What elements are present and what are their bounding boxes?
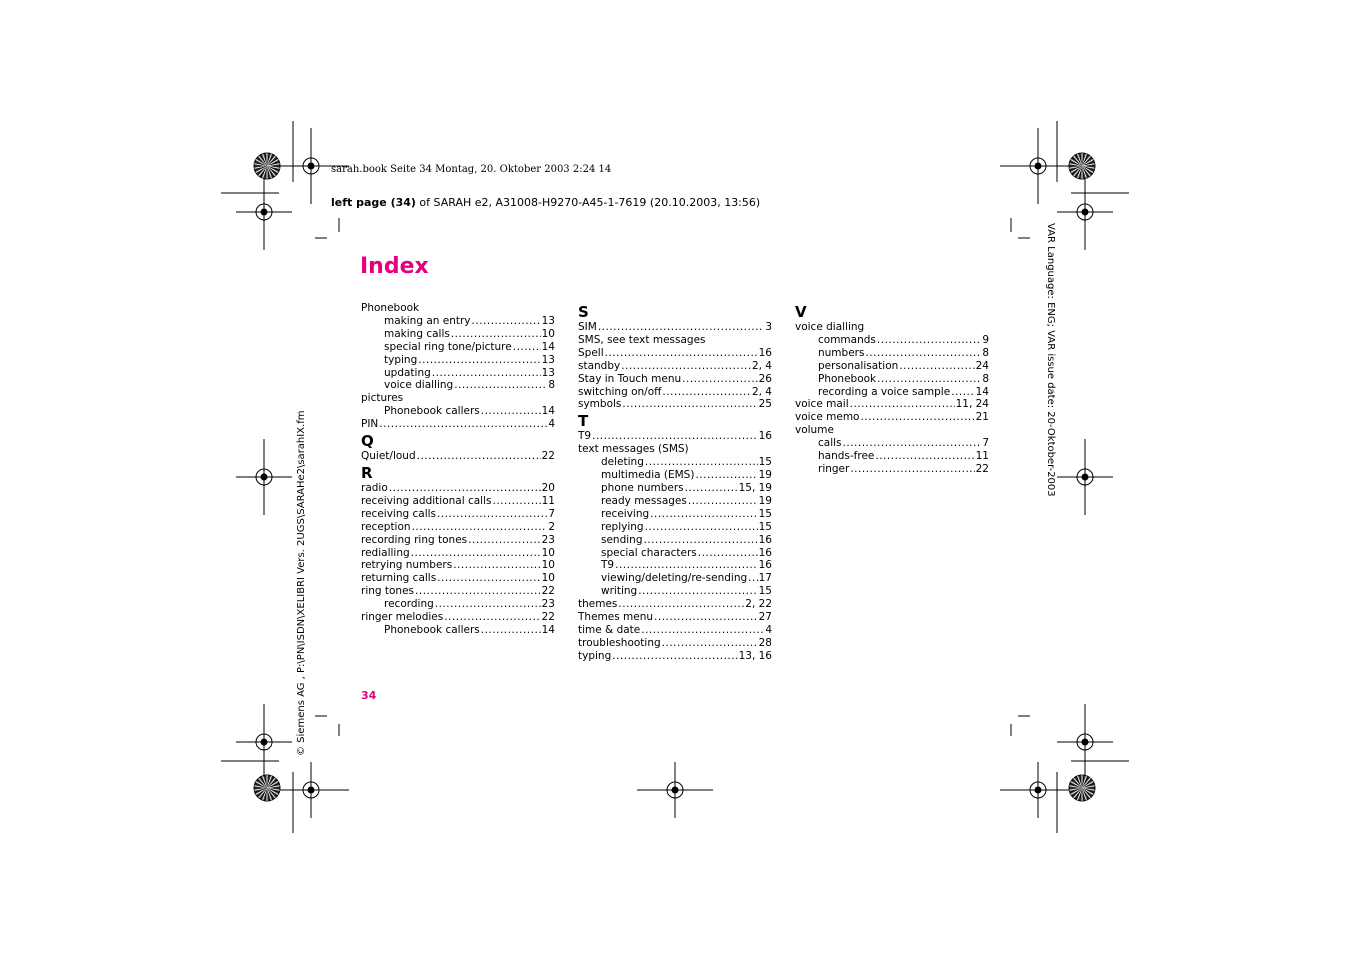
- index-entry: [361, 450, 555, 463]
- index-subentry: [795, 437, 989, 450]
- index-entry-page: 2, 22: [745, 598, 772, 611]
- index-entry-page: 14: [975, 385, 989, 398]
- page-title: Index: [360, 254, 429, 279]
- index-entry: [361, 495, 555, 508]
- index-subentry: [578, 585, 772, 598]
- index-letter-heading: V: [795, 303, 807, 321]
- index-entry-term: radio: [361, 481, 388, 494]
- index-entry-term: numbers: [818, 346, 865, 359]
- index-letter-heading: R: [361, 463, 373, 482]
- index-entry-page: 10: [541, 327, 555, 340]
- index-entry-page: 23: [541, 533, 555, 546]
- index-entry: [578, 360, 772, 373]
- index-term: text messages (SMS): [578, 443, 689, 456]
- index-entry: [578, 611, 772, 624]
- dot-leader: [435, 598, 541, 611]
- index-subentry: [361, 379, 555, 392]
- index-letter-heading: Q: [361, 432, 374, 451]
- index-entry-term: typing: [384, 353, 418, 366]
- index-entry-term: special ring tone/picture: [384, 340, 512, 353]
- dot-leader: [612, 650, 737, 663]
- copyright-side-text: © Siemens AG , P:\PN\ISDN\XELIBRI Vers. 2UGS\SARAHe2\sarahIX.fm: [296, 410, 307, 756]
- index-subentry: [578, 495, 772, 508]
- index-subentry: [361, 328, 555, 341]
- dot-leader: [688, 495, 758, 508]
- index-entry: [361, 508, 555, 521]
- index-entry-page: 4: [765, 623, 772, 636]
- index-subentry: [361, 624, 555, 637]
- index-entry-page: 10: [541, 559, 555, 572]
- dot-leader: [748, 572, 757, 585]
- dot-leader: [618, 598, 744, 611]
- index-entry-page: 13: [541, 314, 555, 327]
- index-entry-term: T9: [601, 559, 615, 572]
- index-entry: [578, 398, 772, 411]
- dot-leader: [481, 405, 541, 418]
- index-entry-term: phone numbers: [601, 481, 684, 494]
- dot-leader: [418, 354, 540, 367]
- index-entry-term: writing: [601, 585, 638, 598]
- index-entry-page: 11: [975, 450, 989, 463]
- index-entry-term: symbols: [578, 398, 622, 411]
- index-column-1: [361, 302, 555, 637]
- dot-leader: [621, 360, 751, 373]
- registration-star-target: [1069, 775, 1095, 801]
- dot-leader: [951, 386, 974, 399]
- registration-star-target: [1069, 153, 1095, 179]
- index-entry-page: 16: [758, 546, 772, 559]
- dot-leader: [877, 334, 981, 347]
- index-entry-page: 13: [541, 353, 555, 366]
- index-subentry: [361, 341, 555, 354]
- index-subentry: [578, 572, 772, 585]
- dot-leader: [662, 637, 758, 650]
- index-entry-page: 8: [548, 379, 555, 392]
- index-entry-page: 16: [758, 533, 772, 546]
- index-subentry: [795, 334, 989, 347]
- index-entry-term: ringer melodies: [361, 611, 444, 624]
- index-term: SMS, see text messages: [578, 333, 706, 346]
- index-entry-term: redialling: [361, 546, 410, 559]
- dot-leader: [481, 624, 541, 637]
- dot-leader: [698, 547, 758, 560]
- index-entry-page: 22: [975, 462, 989, 475]
- dot-leader: [598, 321, 764, 334]
- index-entry-term: updating: [384, 366, 431, 379]
- dot-leader: [444, 611, 540, 624]
- index-entry: [361, 611, 555, 624]
- index-entry-term: voice mail: [795, 398, 849, 411]
- index-entry-term: recording a voice sample: [818, 385, 951, 398]
- index-entry-term: T9: [578, 430, 592, 443]
- index-entry-term: Phonebook callers: [384, 623, 480, 636]
- index-entry-page: 2, 4: [751, 385, 772, 398]
- dot-leader: [417, 450, 541, 463]
- dot-leader: [875, 450, 974, 463]
- index-entry: [578, 347, 772, 360]
- index-subentry: [578, 469, 772, 482]
- index-entry-term: voice memo: [795, 411, 860, 424]
- index-entry-page: 28: [758, 636, 772, 649]
- index-entry-page: 8: [982, 372, 989, 385]
- index-entry: [578, 430, 772, 443]
- index-entry-page: 10: [541, 546, 555, 559]
- index-entry: [361, 418, 555, 431]
- index-subentry: [361, 405, 555, 418]
- index-entry-term: ready messages: [601, 494, 687, 507]
- dot-leader: [454, 379, 547, 392]
- index-term: voice dialling: [795, 321, 865, 333]
- index-letter-heading: T: [578, 412, 589, 431]
- dot-leader: [592, 430, 758, 443]
- index-subentry: [795, 360, 989, 373]
- index-entry-term: sending: [601, 533, 643, 546]
- index-entry-page: 15, 19: [738, 481, 772, 494]
- index-term: pictures: [361, 392, 404, 405]
- dot-leader: [662, 386, 751, 399]
- index-entry-page: 23: [541, 598, 555, 611]
- index-entry: [578, 373, 772, 386]
- dot-leader: [513, 341, 541, 354]
- index-entry: [361, 585, 555, 598]
- dot-leader: [622, 398, 757, 411]
- index-entry-page: 4: [548, 418, 555, 431]
- index-entry-page: 15: [758, 507, 772, 520]
- index-entry-term: Themes menu: [578, 611, 654, 624]
- index-entry-page: 11, 24: [955, 398, 989, 411]
- index-entry-page: 20: [541, 481, 555, 494]
- index-entry-term: switching on/off: [578, 385, 662, 398]
- index-entry-term: replying: [601, 520, 644, 533]
- index-entry-page: 8: [982, 346, 989, 359]
- index-entry-term: returning calls: [361, 572, 437, 585]
- index-entry-term: Phonebook callers: [384, 405, 480, 418]
- index-entry-term: making an entry: [384, 314, 471, 327]
- index-entry-term: themes: [578, 598, 618, 611]
- index-column-2: [578, 302, 772, 663]
- index-entry-page: 14: [541, 623, 555, 636]
- index-subentry: [795, 450, 989, 463]
- dot-leader: [865, 347, 981, 360]
- index-entry-term: troubleshooting: [578, 636, 661, 649]
- index-subentry: [578, 508, 772, 521]
- registration-star-target: [254, 775, 280, 801]
- index-entry-page: 2, 4: [751, 359, 772, 372]
- index-subentry: [795, 386, 989, 399]
- language-side-text: VAR Language: ENG; VAR issue date: 20-Oktober-2003: [1045, 223, 1056, 497]
- dot-leader: [638, 585, 757, 598]
- index-entry-page: 7: [982, 437, 989, 450]
- index-entry-page: 14: [541, 405, 555, 418]
- index-entry-page: 15: [758, 520, 772, 533]
- dot-leader: [389, 482, 541, 495]
- index-entry-term: multimedia (EMS): [601, 469, 695, 482]
- book-file-line: sarah.book Seite 34 Montag, 20. Oktober 2003 2:24 14: [331, 164, 612, 175]
- dot-leader: [850, 463, 974, 476]
- dot-leader: [877, 373, 981, 386]
- index-entry-term: deleting: [601, 456, 644, 469]
- index-column-3: [795, 302, 989, 476]
- dot-leader: [682, 373, 757, 386]
- index-subentry: [361, 598, 555, 611]
- dot-leader: [415, 585, 541, 598]
- index-subentry: [361, 367, 555, 380]
- index-entry-term: ringer: [818, 462, 850, 475]
- index-entry-page: 25: [758, 398, 772, 411]
- index-entry: [361, 482, 555, 495]
- index-subentry: [795, 463, 989, 476]
- index-entry-page: 13, 16: [738, 649, 772, 662]
- index-entry: [361, 559, 555, 572]
- index-entry-term: PIN: [361, 418, 379, 431]
- dot-leader: [605, 347, 758, 360]
- index-entry-page: 17: [758, 572, 772, 585]
- index-entry-term: personalisation: [818, 359, 899, 372]
- index-term: Phonebook: [361, 302, 420, 314]
- dot-leader: [685, 482, 738, 495]
- index-entry-term: SIM: [578, 321, 597, 333]
- dot-leader: [453, 559, 540, 572]
- index-entry-page: 22: [541, 585, 555, 598]
- registration-star-target: [254, 153, 280, 179]
- index-entry-page: 24: [975, 359, 989, 372]
- dot-leader: [468, 534, 540, 547]
- dot-leader: [412, 521, 548, 534]
- index-entry-term: calls: [818, 437, 842, 450]
- index-entry-page: 15: [758, 585, 772, 598]
- dot-leader: [432, 367, 541, 380]
- index-entry: [795, 411, 989, 424]
- index-entry-page: 16: [758, 430, 772, 443]
- index-entry-term: making calls: [384, 327, 450, 340]
- index-entry-page: 13: [541, 366, 555, 379]
- index-entry: [578, 650, 772, 663]
- index-entry: [578, 386, 772, 399]
- index-term: volume: [795, 424, 834, 437]
- index-entry: [361, 521, 555, 534]
- dot-leader: [695, 469, 757, 482]
- index-entry-page: 9: [982, 333, 989, 346]
- meta-rest: of SARAH e2, A31008-H9270-A45-1-7619 (20.10.2003, 13:56): [415, 196, 761, 209]
- index-subentry: [578, 456, 772, 469]
- index-entry: [578, 598, 772, 611]
- index-letter-heading: S: [578, 303, 589, 321]
- dot-leader: [644, 534, 758, 547]
- index-entry-page: 3: [765, 321, 772, 333]
- index-entry-term: recording ring tones: [361, 533, 468, 546]
- dot-leader: [850, 398, 955, 411]
- index-entry-term: Spell: [578, 346, 604, 359]
- index-entry-term: commands: [818, 333, 876, 346]
- index-entry-term: receiving: [601, 507, 650, 520]
- index-entry-term: recording: [384, 598, 434, 611]
- dot-leader: [411, 547, 541, 560]
- index-entry-page: 22: [541, 450, 555, 463]
- dot-leader: [650, 508, 757, 521]
- index-entry-page: 15: [758, 456, 772, 469]
- index-entry-term: Quiet/loud: [361, 450, 416, 463]
- index-entry-term: hands-free: [818, 450, 875, 463]
- index-entry-page: 10: [541, 572, 555, 585]
- dot-leader: [437, 508, 547, 521]
- index-entry-page: 2: [548, 520, 555, 533]
- index-entry-page: 16: [758, 559, 772, 572]
- document-meta-line: [331, 196, 760, 209]
- index-entry-page: 11: [541, 494, 555, 507]
- dot-leader: [492, 495, 540, 508]
- index-subentry: [795, 373, 989, 386]
- index-entry-term: special characters: [601, 546, 697, 559]
- index-subentry: [361, 315, 555, 328]
- index-entry-term: standby: [578, 359, 621, 372]
- dot-leader: [860, 411, 974, 424]
- index-subentry: [795, 347, 989, 360]
- index-entry-page: 26: [758, 372, 772, 385]
- index-entry: [578, 624, 772, 637]
- index-entry-page: 7: [548, 507, 555, 520]
- index-entry: [361, 547, 555, 560]
- index-subentry: [578, 521, 772, 534]
- dot-leader: [451, 328, 541, 341]
- index-entry-term: typing: [578, 649, 612, 662]
- index-entry-term: retrying numbers: [361, 559, 453, 572]
- dot-leader: [379, 418, 547, 431]
- index-entry: [361, 572, 555, 585]
- index-entry-term: viewing/deleting/re-sending: [601, 572, 748, 585]
- index-entry: [578, 637, 772, 650]
- dot-leader: [645, 521, 758, 534]
- index-entry-term: receiving additional calls: [361, 494, 492, 507]
- index-entry-page: 14: [541, 340, 555, 353]
- index-subentry: [578, 534, 772, 547]
- dot-leader: [437, 572, 540, 585]
- index-entry-term: ring tones: [361, 585, 415, 598]
- index-subentry: [578, 559, 772, 572]
- index-entry-page: 21: [975, 411, 989, 424]
- dot-leader: [899, 360, 974, 373]
- index-entry-page: 19: [758, 494, 772, 507]
- dot-leader: [472, 315, 541, 328]
- dot-leader: [615, 559, 758, 572]
- index-entry: [361, 534, 555, 547]
- index-entry-page: 22: [541, 611, 555, 624]
- index-entry: [795, 398, 989, 411]
- index-entry-page: 16: [758, 346, 772, 359]
- index-entry-term: voice dialling: [384, 379, 454, 392]
- index-entry-term: Stay in Touch menu: [578, 372, 682, 385]
- dot-leader: [843, 437, 982, 450]
- index-entry-term: Phonebook: [818, 372, 877, 385]
- index-entry-term: reception: [361, 520, 411, 533]
- dot-leader: [654, 611, 758, 624]
- index-subentry: [578, 482, 772, 495]
- index-entry: [578, 321, 772, 334]
- index-subentry: [578, 547, 772, 560]
- dot-leader: [645, 456, 758, 469]
- dot-leader: [641, 624, 764, 637]
- index-entry-term: time & date: [578, 623, 641, 636]
- index-subentry: [361, 354, 555, 367]
- meta-bold: left page (34): [331, 196, 416, 209]
- page-number: 34: [361, 689, 377, 702]
- index-entry-page: 19: [758, 469, 772, 482]
- index-entry-page: 27: [758, 611, 772, 624]
- index-entry-term: receiving calls: [361, 507, 436, 520]
